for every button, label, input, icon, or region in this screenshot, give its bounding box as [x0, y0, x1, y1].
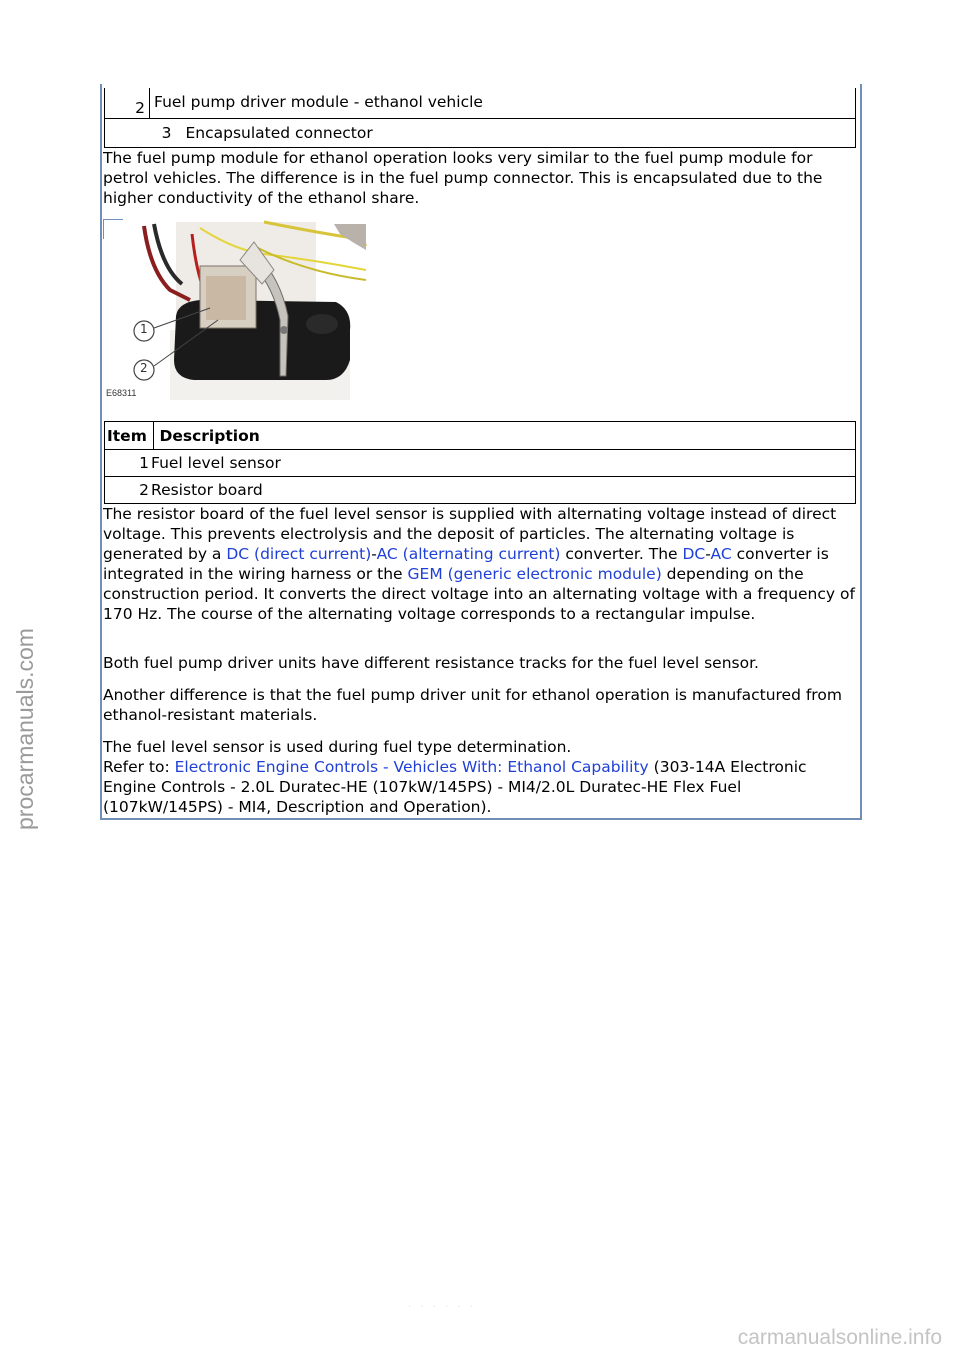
table-row	[105, 450, 856, 477]
table-row	[105, 477, 856, 504]
link-gem[interactable]: GEM (generic electronic module)	[407, 565, 662, 583]
item-description-table	[104, 421, 856, 504]
callout-2: 2	[140, 361, 148, 375]
row-description: Resistor board	[153, 477, 856, 504]
table-row	[105, 88, 856, 118]
table-header-row	[105, 422, 856, 450]
row-description: Encapsulated connector	[150, 118, 856, 147]
paragraph-fuel-type: The fuel level sensor is used during fuel type determination. Refer to: Electronic Engine Controls - Vehicles With: Ethanol Capability (303-14A Electronic Engine Controls - 2.0L Duratec-HE (107kW/145PS) - MI4/2.0L Duratec-HE Flex Fuel (107kW/145PS) - MI4, Description and Operation).	[103, 738, 807, 816]
watermark-bottom-right: carmanualsonline.info	[737, 1326, 942, 1349]
faint-page-footer: · · · · · ·	[408, 1302, 476, 1313]
row-number: 2	[105, 477, 154, 504]
link-electronic-engine-controls[interactable]: Electronic Engine Controls - Vehicles With: Ethanol Capability	[174, 758, 649, 776]
link-dc-short[interactable]: DC	[682, 545, 706, 563]
row-description: Fuel level sensor	[153, 450, 856, 477]
paragraph-resistance-tracks: Both fuel pump driver units have different resistance tracks for the fuel level sensor.	[103, 654, 759, 672]
description-column-header: Description	[153, 422, 856, 450]
paragraph-materials: Another difference is that the fuel pump driver unit for ethanol operation is manufactured from ethanol-resistant materials.	[103, 686, 842, 724]
link-dc[interactable]: DC (direct current)	[226, 545, 372, 563]
fuel-level-sensor-figure	[104, 220, 372, 402]
table-row	[105, 118, 856, 147]
paragraph-resistor-board: The resistor board of the fuel level sensor is supplied with alternating voltage instead of direct voltage. This prevents electrolysis and the deposit of particles. The alternating voltage is generated by a DC (direct current)-AC (alternating current) converter. The DC-AC converter is integrated in the wiring harness or the GEM (generic electronic module) depending on the construction period. It converts the direct voltage into an alternating voltage with a frequency of 170 Hz. The course of the alternating voltage corresponds to a rectangular impulse.	[103, 505, 855, 623]
callout-1: 1	[140, 322, 148, 336]
item-column-header: Item	[105, 422, 154, 450]
top-table	[104, 88, 856, 148]
watermark-left: procarmanuals.com	[12, 628, 38, 830]
row-number: 1	[105, 450, 154, 477]
row-number: 2	[105, 88, 150, 118]
paragraph-connector: The fuel pump module for ethanol operation looks very similar to the fuel pump module for petrol vehicles. The difference is in the fuel pump connector. This is encapsulated due to the higher conductivity of the ethanol share.	[103, 149, 823, 207]
row-description: Fuel pump driver module - ethanol vehicle	[150, 88, 856, 118]
link-ac-short[interactable]: AC	[710, 545, 732, 563]
link-ac[interactable]: AC (alternating current)	[376, 545, 561, 563]
figure-code: E68311	[106, 388, 137, 398]
row-number: 3	[105, 118, 150, 147]
